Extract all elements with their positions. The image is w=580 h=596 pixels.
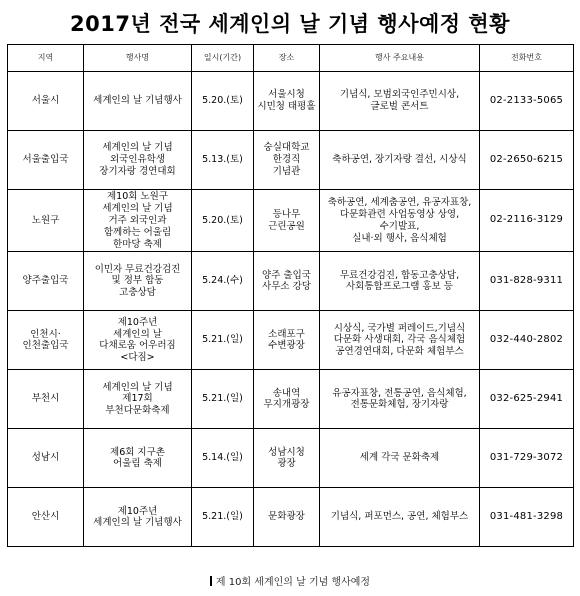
cell-place: 소래포구 수변광장 xyxy=(254,311,320,370)
cell-event: 제6회 지구촌 어울림 축제 xyxy=(84,429,192,488)
cell-date: 5.20.(토) xyxy=(192,72,254,131)
cell-place: 성남시청 광장 xyxy=(254,429,320,488)
events-table xyxy=(7,44,574,547)
page-title: 2017년 전국 세계인의 날 기념 행사예정 현황 xyxy=(70,12,510,36)
header-row xyxy=(8,45,574,72)
cell-phone: 032-625-2941 xyxy=(480,370,574,429)
header-phone: 전화번호 xyxy=(480,45,574,72)
cell-place: 서울시청 시민청 태평홀 xyxy=(254,72,320,131)
caption-text: 제 10회 세계인의 날 기념 행사예정 xyxy=(215,577,371,588)
cell-event: 제10회 노원구 세계인의 날 기념 거주 외국인과 함께하는 어울림 한마당 축제 xyxy=(84,190,192,252)
cell-event: 세계인의 날 기념행사 xyxy=(84,72,192,131)
cell-phone: 032-440-2802 xyxy=(480,311,574,370)
cell-content: 무료건강검진, 합동고충상담, 사회통합프로그램 홍보 등 xyxy=(320,252,480,311)
cell-region: 안산시 xyxy=(8,488,84,547)
cell-content: 축하공연, 장기자랑 결선, 시상식 xyxy=(320,131,480,190)
table-row xyxy=(8,252,574,311)
cell-region: 양주출입국 xyxy=(8,252,84,311)
cell-event: 세계인의 날 기념 제17회 부천다문화축제 xyxy=(84,370,192,429)
cell-event: 제10주년 세계인의 날 기념행사 xyxy=(84,488,192,547)
table-row xyxy=(8,370,574,429)
cell-content: 시상식, 국가별 퍼레이드,기념식 다문화 사생대회, 각국 음식체험 공연경연대회, 다문화 체험부스 xyxy=(320,311,480,370)
cell-place: 숭실대학교 한경직 기념관 xyxy=(254,131,320,190)
table-row xyxy=(8,488,574,547)
table-row xyxy=(8,131,574,190)
cell-content: 기념식, 퍼포먼스, 공연, 체험부스 xyxy=(320,488,480,547)
caption-bar xyxy=(210,576,212,586)
header-content: 행사 주요내용 xyxy=(320,45,480,72)
cell-region: 서울출입국 xyxy=(8,131,84,190)
cell-event: 제10주년 세계인의 날 다채로움 어우러짐 <다짐> xyxy=(84,311,192,370)
cell-event: 세계인의 날 기념 외국인유학생 장기자랑 경연대회 xyxy=(84,131,192,190)
header-event: 행사명 xyxy=(84,45,192,72)
cell-date: 5.21.(일) xyxy=(192,370,254,429)
cell-place: 문화광장 xyxy=(254,488,320,547)
cell-date: 5.13.(토) xyxy=(192,131,254,190)
cell-content: 축하공연, 세계춤공연, 유공자표창, 다문화관련 사업동영상 상영, 수기발표, 실내·외 행사, 음식체험 xyxy=(320,190,480,252)
cell-region: 부천시 xyxy=(8,370,84,429)
table-row xyxy=(8,190,574,252)
header-region: 지역 xyxy=(8,45,84,72)
cell-region: 성남시 xyxy=(8,429,84,488)
table-row xyxy=(8,311,574,370)
cell-place: 등나무 근린공원 xyxy=(254,190,320,252)
cell-phone: 02-2116-3129 xyxy=(480,190,574,252)
cell-date: 5.20.(토) xyxy=(192,190,254,252)
cell-date: 5.14.(일) xyxy=(192,429,254,488)
table-row xyxy=(8,72,574,131)
cell-content: 세계 각국 문화축제 xyxy=(320,429,480,488)
cell-place: 송내역 무지개광장 xyxy=(254,370,320,429)
cell-date: 5.21.(일) xyxy=(192,488,254,547)
header-place: 장소 xyxy=(254,45,320,72)
cell-content: 기념식, 모범외국인주민시상, 글로벌 콘서트 xyxy=(320,72,480,131)
cell-content: 유공자표창, 전통공연, 음식체험, 전통문화체험, 장기자랑 xyxy=(320,370,480,429)
cell-place: 양주 출입국 사무소 강당 xyxy=(254,252,320,311)
cell-phone: 031-729-3072 xyxy=(480,429,574,488)
cell-phone: 02-2133-5065 xyxy=(480,72,574,131)
cell-date: 5.24.(수) xyxy=(192,252,254,311)
cell-phone: 031-828-9311 xyxy=(480,252,574,311)
cell-region: 인천시·인천출입국 xyxy=(8,311,84,370)
cell-date: 5.21.(일) xyxy=(192,311,254,370)
cell-region: 서울시 xyxy=(8,72,84,131)
figure-caption xyxy=(0,573,580,588)
header-date: 일시(기간) xyxy=(192,45,254,72)
table-row xyxy=(8,429,574,488)
cell-phone: 031-481-3298 xyxy=(480,488,574,547)
cell-region: 노원구 xyxy=(8,190,84,252)
cell-phone: 02-2650-6215 xyxy=(480,131,574,190)
cell-event: 이민자 무료건강검진 및 정부 합동 고충상담 xyxy=(84,252,192,311)
